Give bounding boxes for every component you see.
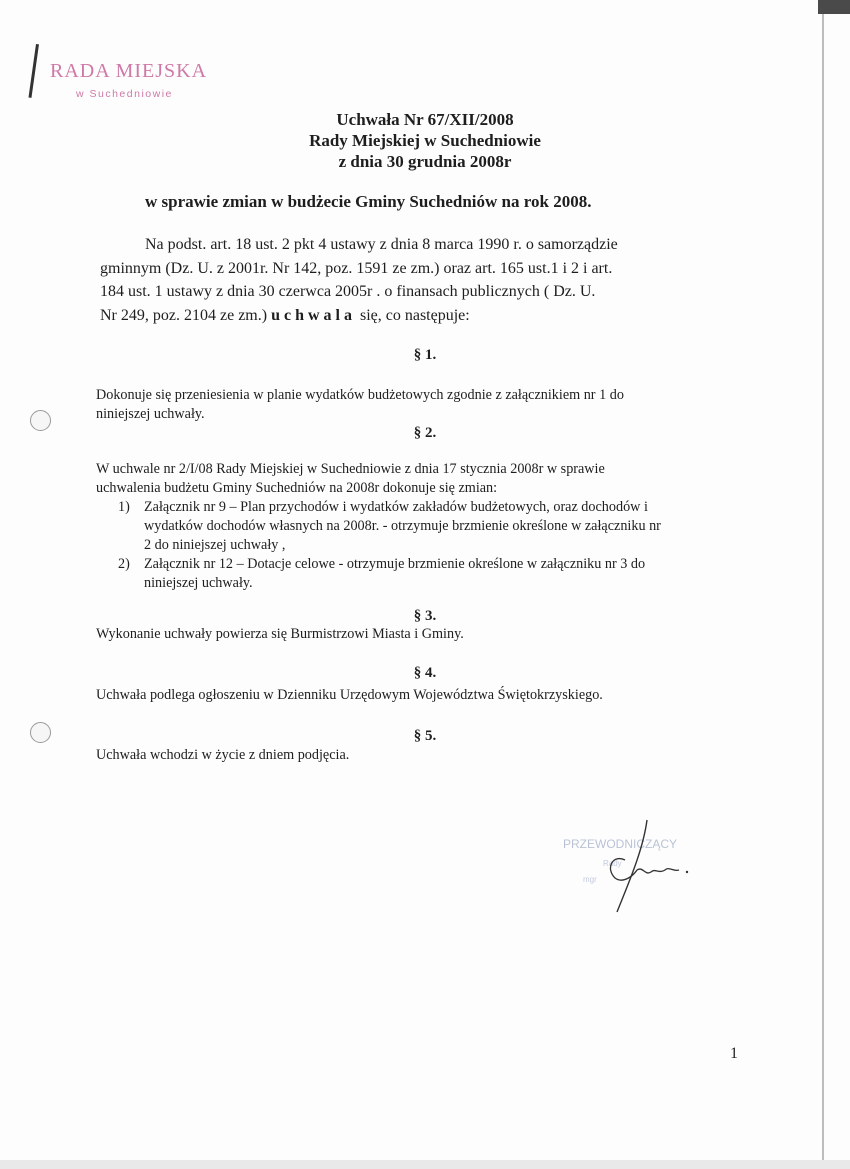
resolution-keyword: uchwala	[271, 306, 356, 324]
list-item-number: 1)	[118, 499, 130, 515]
paragraph-line: Wykonanie uchwały powierza się Burmistrzowi Miasta i Gminy.	[96, 626, 464, 642]
section-heading-3: § 3.	[413, 608, 437, 624]
scan-edge-bottom	[0, 1160, 850, 1169]
page-number: 1	[730, 1045, 738, 1062]
signature-stamp-line: mgr	[583, 875, 597, 884]
legal-basis-line: 184 ust. 1 ustawy z dnia 30 czerwca 2005r . o finansach publicznych ( Dz. U.	[100, 283, 596, 300]
scan-edge-line	[822, 14, 824, 1169]
signature-stamp-title: PRZEWODNICZĄCY	[563, 837, 677, 851]
list-item-line: Załącznik nr 12 – Dotacje celowe - otrzymuje brzmienie określone w załączniku nr 3 do	[144, 556, 646, 572]
council-name: Rady Miejskiej w Suchedniowie	[309, 131, 541, 150]
section-1-text	[96, 386, 736, 424]
section-heading-4: § 4.	[413, 665, 437, 681]
stamp-pen-mark	[28, 44, 38, 98]
paragraph-line: Dokonuje się przeniesienia w planie wydatków budżetowych zgodnie z załącznikiem nr 1 do	[96, 387, 624, 403]
list-item-line: 2 do niniejszej uchwały ,	[144, 537, 286, 553]
resolution-subject: w sprawie zmian w budżecie Gminy Suchedniów na rok 2008.	[145, 192, 592, 211]
paragraph-line: Uchwała wchodzi w życie z dniem podjęcia.	[96, 747, 350, 763]
legal-basis-line: gminnym (Dz. U. z 2001r. Nr 142, poz. 1591 ze zm.) oraz art. 165 ust.1 i 2 i art.	[100, 259, 613, 277]
stamp-title: RADA MIEJSKA	[50, 60, 208, 82]
paragraph-line: W uchwale nr 2/I/08 Rady Miejskiej w Suchedniowie z dnia 17 stycznia 2008r w sprawie	[96, 461, 605, 477]
section-4-text	[96, 686, 736, 705]
paragraph-line: uchwalenia budżetu Gminy Suchedniów na 2008r dokonuje się zmian:	[96, 480, 498, 496]
paragraph-line: Uchwała podlega ogłoszeniu w Dzienniku Urzędowym Województwa Świętokrzyskiego.	[96, 687, 603, 703]
legal-basis-line: Na podst. art. 18 ust. 2 pkt 4 ustawy z dnia 8 marca 1990 r. o samorządzie	[145, 236, 618, 253]
list-item-body	[144, 555, 645, 593]
signature-dot	[686, 871, 688, 873]
list-item-line: Załącznik nr 9 – Plan przychodów i wydatków zakładów budżetowych, oraz dochodów i	[144, 499, 648, 515]
list-item-body	[144, 498, 661, 555]
council-stamp	[30, 44, 230, 114]
section-heading-1: § 1.	[413, 347, 437, 363]
signature-stamp	[555, 820, 715, 930]
legal-basis	[100, 233, 720, 327]
list-item-line: wydatków dochodów własnych na 2008r. - otrzymuje brzmienie określone w załączniku nr	[144, 518, 661, 534]
section-heading-5: § 5.	[413, 728, 437, 744]
section-heading-2: § 2.	[413, 425, 437, 441]
section-5-text	[96, 746, 736, 765]
list-item-number: 2)	[118, 556, 130, 572]
legal-basis-line	[100, 304, 720, 328]
section-2-text	[96, 460, 736, 498]
signature-stamp-line: Rady	[603, 859, 622, 868]
list-item-line: niniejszej uchwały.	[144, 575, 253, 591]
scan-edge-top	[818, 0, 850, 14]
stamp-subtitle: w Suchedniowie	[76, 88, 173, 100]
resolution-number: Uchwała Nr 67/XII/2008	[336, 110, 514, 129]
legal-basis-text: Nr 249, poz. 2104 ze zm.)	[100, 306, 272, 324]
legal-basis-text: się, co następuje:	[355, 306, 470, 324]
paragraph-line: niniejszej uchwały.	[96, 406, 205, 422]
resolution-date: z dnia 30 grudnia 2008r	[338, 152, 512, 171]
section-3-text	[96, 625, 736, 644]
